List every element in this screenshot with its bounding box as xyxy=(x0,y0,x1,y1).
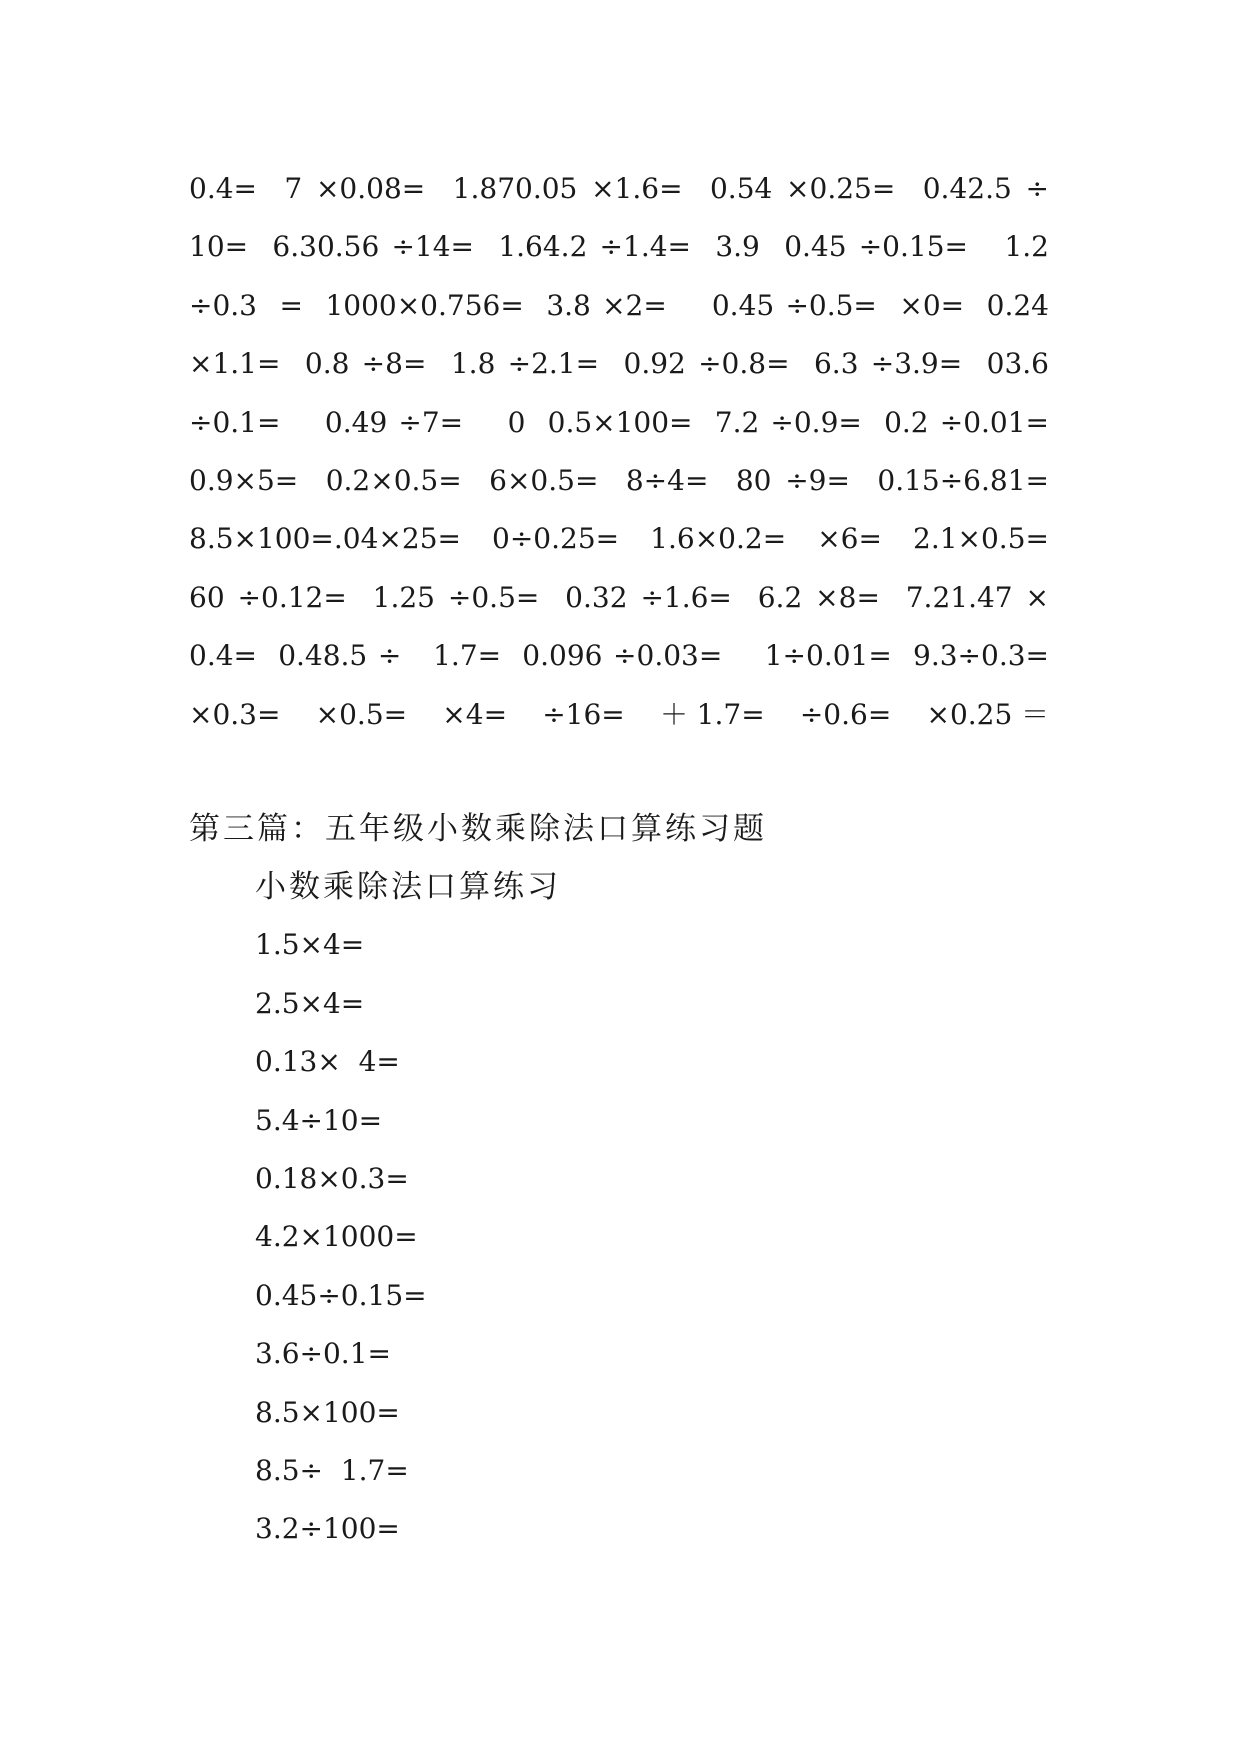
list-item: 8.5÷ 1.7= xyxy=(255,1453,409,1487)
exercise-line: 0.9×5= 0.2×0.5= 6×0.5= 8÷4= 80 ÷9= 0.15÷6.81= xyxy=(189,463,1049,497)
exercise-line: ÷0.1= 0.49 ÷7= 0 0.5×100= 7.2 ÷0.9= 0.2 ÷0.01= xyxy=(189,405,1049,439)
exercise-line: 60 ÷0.12= 1.25 ÷0.5= 0.32 ÷1.6= 6.2 ×8= 7.21.47 × xyxy=(189,580,1049,614)
list-subtitle: 小数乘除法口算练习 xyxy=(255,869,561,905)
exercise-line: ×1.1= 0.8 ÷8= 1.8 ÷2.1= 0.92 ÷0.8= 6.3 ÷3.9= 03.6 xyxy=(189,347,1049,381)
dense-exercise-block xyxy=(189,160,1049,744)
exercise-line: 10= 6.30.56 ÷14= 1.64.2 ÷1.4= 3.9 0.45 ÷0.15= 1.2 xyxy=(189,230,1049,264)
section-title: 第三篇：五年级小数乘除法口算练习题 xyxy=(189,811,767,847)
list-item: 5.4÷10= xyxy=(255,1103,383,1137)
list-item: 4.2×1000= xyxy=(255,1220,418,1254)
exercise-line: 8.5×100=.04×25= 0÷0.25= 1.6×0.2= ×6= 2.1×0.5= xyxy=(189,522,1049,556)
exercise-line: ÷0.3 = 1000×0.756= 3.8 ×2= 0.45 ÷0.5= ×0= 0.24 xyxy=(189,288,1049,322)
list-item: 0.18×0.3= xyxy=(255,1161,409,1195)
exercise-line: ×0.3= ×0.5= ×4= ÷16= ＋1.7= ÷0.6= ×0.25＝ xyxy=(189,697,1049,731)
list-item: 2.5×4= xyxy=(255,986,365,1020)
exercise-line: 0.4= 7 ×0.08= 1.870.05 ×1.6= 0.54 ×0.25= 0.42.5 ÷ xyxy=(189,172,1049,205)
list-item: 0.13× 4= xyxy=(255,1045,400,1079)
exercise-list xyxy=(255,858,561,1559)
list-item: 3.2÷100= xyxy=(255,1512,400,1546)
exercise-line: 0.4= 0.48.5 ÷ 1.7= 0.096 ÷0.03= 1÷0.01= 9.3÷0.3= xyxy=(189,639,1049,673)
list-item: 8.5×100= xyxy=(255,1395,400,1429)
list-item: 0.45÷0.15= xyxy=(255,1278,427,1312)
list-item: 1.5×4= xyxy=(255,928,365,962)
list-item: 3.6÷0.1= xyxy=(255,1337,391,1371)
